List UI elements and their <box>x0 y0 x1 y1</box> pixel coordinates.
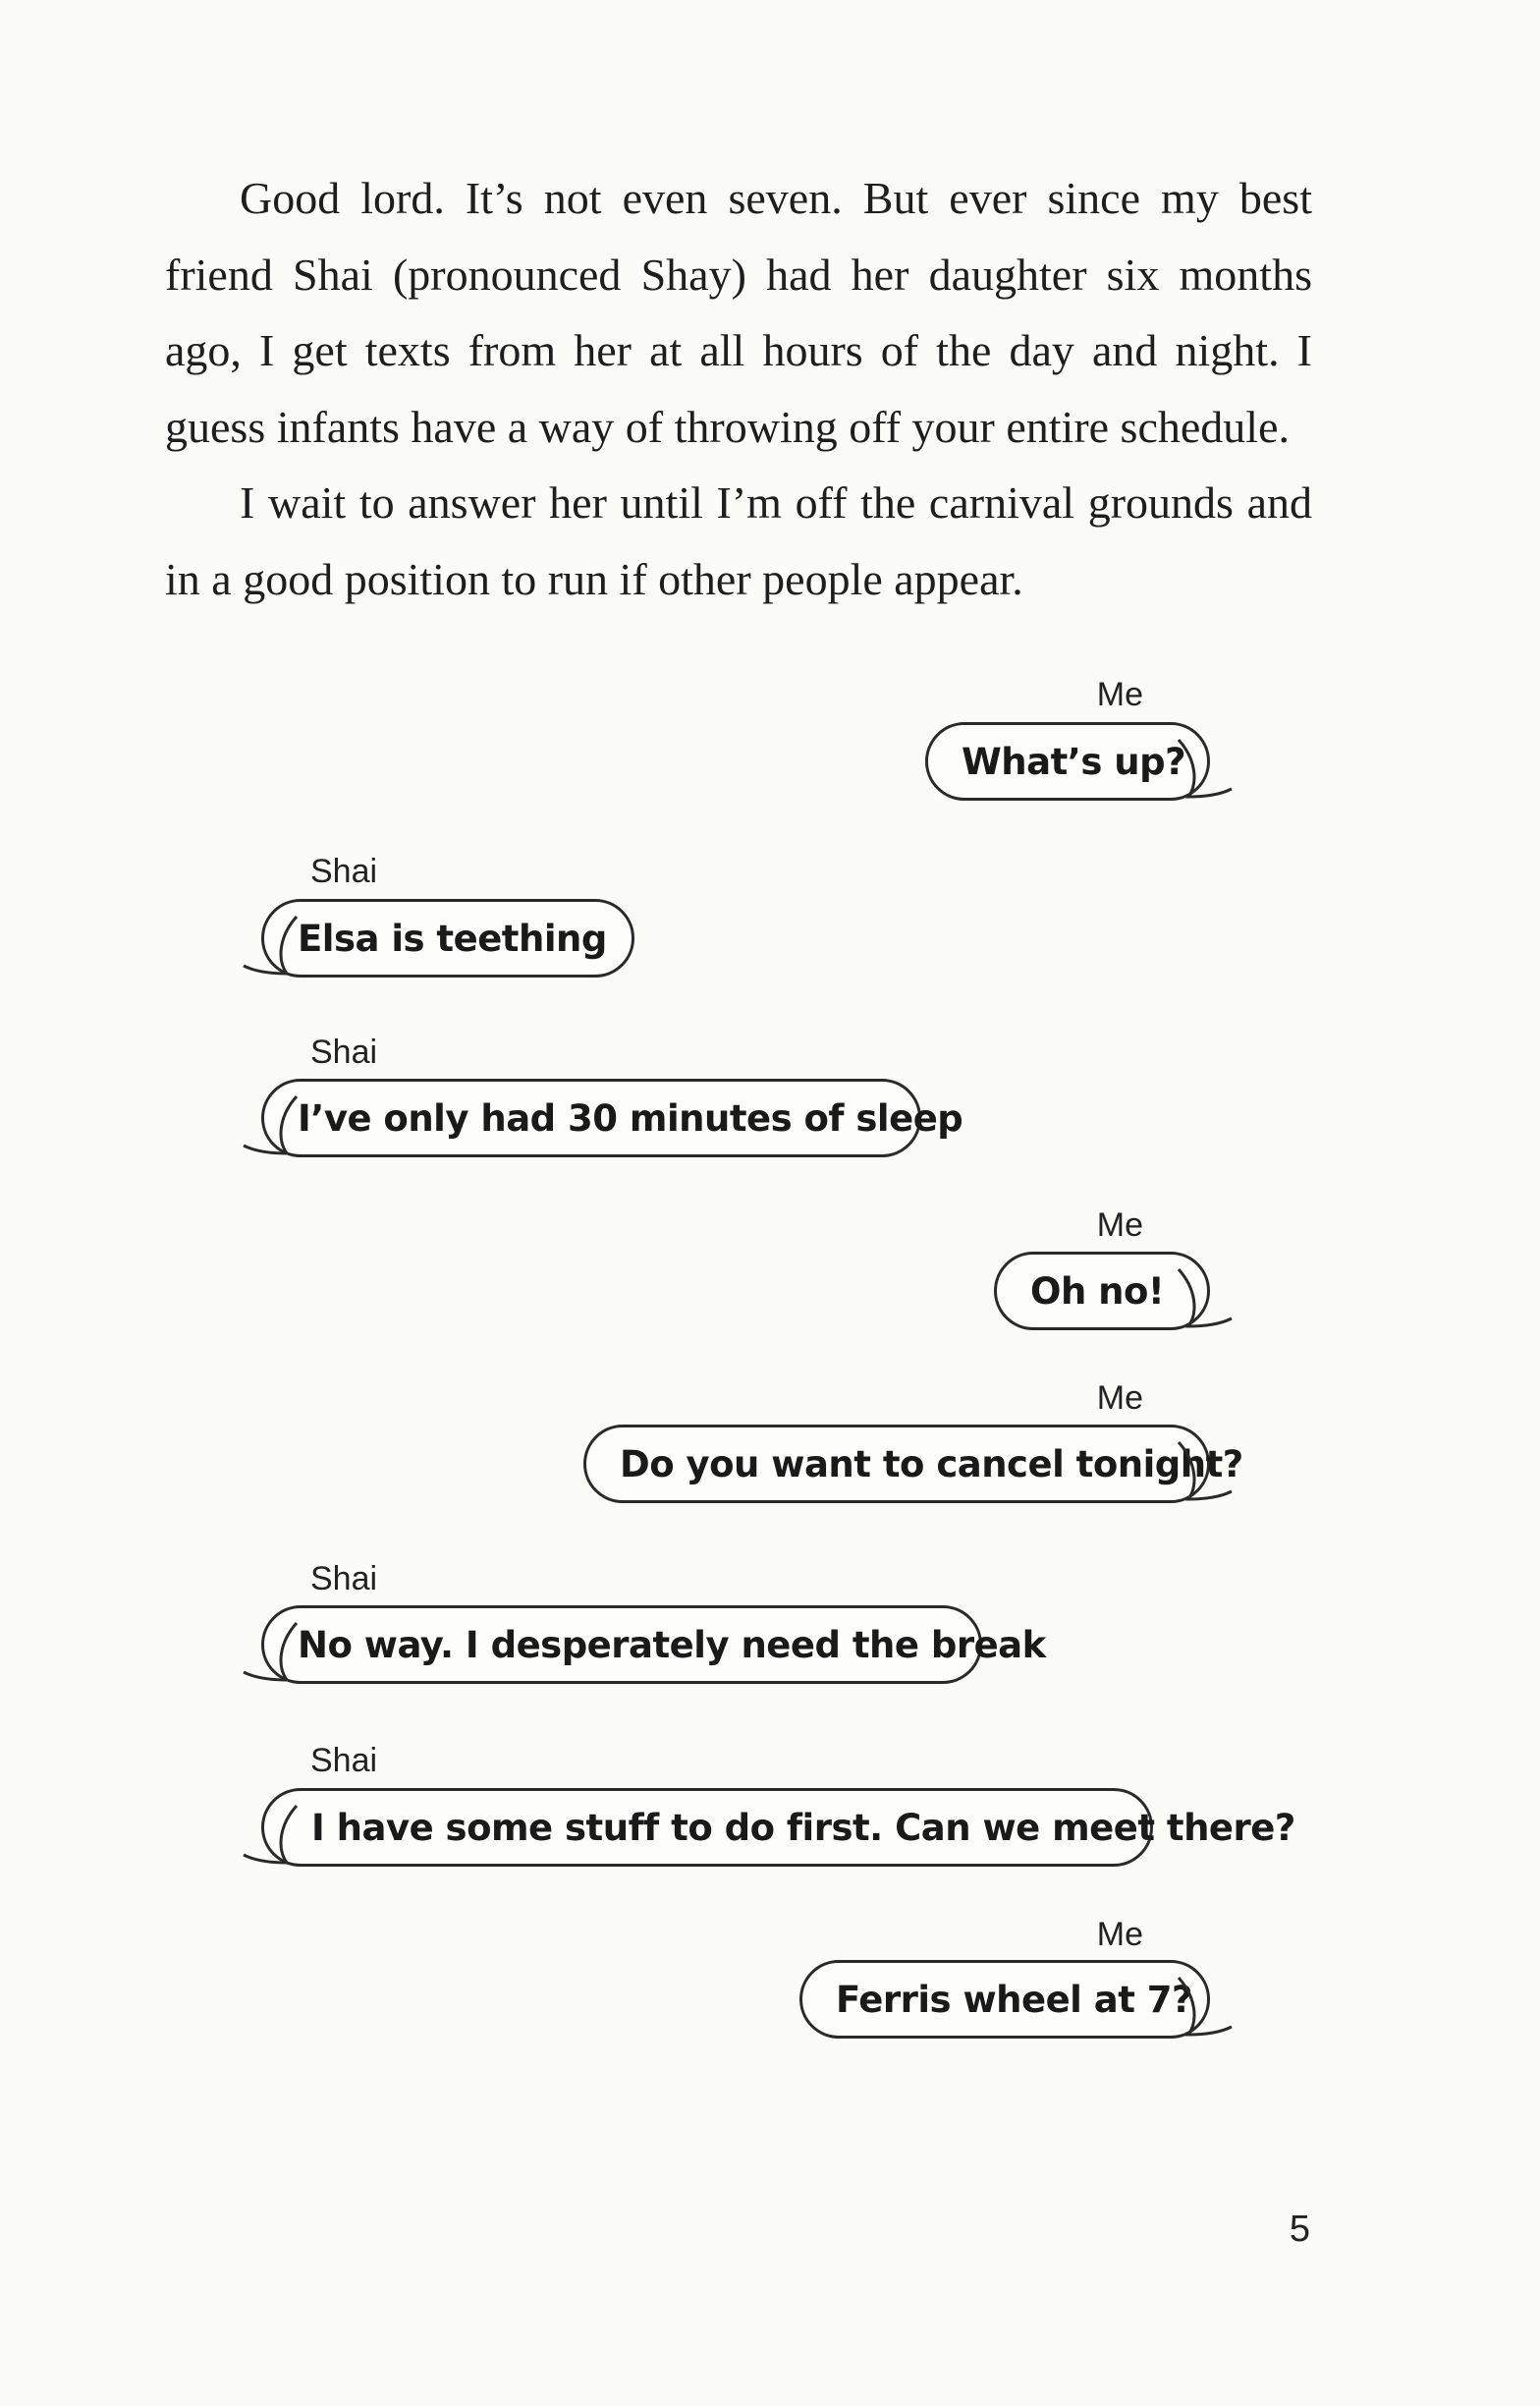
bubble-tail-right <box>1175 1434 1236 1503</box>
message-bubble-incoming: I have some stuff to do first. Can we meet there? <box>261 1788 1153 1867</box>
sender-label-shai: Shai <box>310 1742 378 1779</box>
sender-label-shai: Shai <box>310 853 378 890</box>
message-bubble-incoming: No way. I desperately need the break <box>261 1605 982 1684</box>
message-bubble-outgoing: What’s up? <box>925 722 1210 801</box>
sender-label-me: Me <box>1096 1916 1143 1953</box>
body-text <box>165 160 1312 617</box>
page-number: 5 <box>1289 2209 1310 2250</box>
message-bubble-outgoing: Do you want to cancel tonight? <box>583 1425 1210 1503</box>
sender-label-me: Me <box>1096 1379 1143 1417</box>
message-bubble-outgoing: Ferris wheel at 7? <box>799 1960 1210 2039</box>
paragraph: Good lord. It’s not even seven. But ever since my best friend Shai (pronounced Shay) had her daughter six months ago, I get texts from her at all hours of the day and night. I guess infants have a way of throwing off your entire schedule. <box>165 173 1312 452</box>
message-bubble-outgoing: Oh no! <box>994 1252 1210 1330</box>
sender-label-shai: Shai <box>310 1034 378 1071</box>
bubble-tail-left <box>240 909 301 978</box>
bubble-tail-left <box>240 1798 301 1867</box>
bubble-tail-right <box>1175 1261 1236 1330</box>
bubble-tail-left <box>240 1089 301 1157</box>
message-bubble-incoming: I’ve only had 30 minutes of sleep <box>261 1079 921 1157</box>
bubble-tail-right <box>1175 1970 1236 2039</box>
bubble-tail-right <box>1175 732 1236 801</box>
sender-label-shai: Shai <box>310 1560 378 1597</box>
bubble-tail-left <box>240 1615 301 1684</box>
paragraph: I wait to answer her until I’m off the carnival grounds and in a good position to run if other people appear. <box>165 477 1312 604</box>
sender-label-me: Me <box>1096 676 1143 713</box>
sender-label-me: Me <box>1096 1206 1143 1244</box>
message-bubble-incoming: Elsa is teething <box>261 899 634 978</box>
